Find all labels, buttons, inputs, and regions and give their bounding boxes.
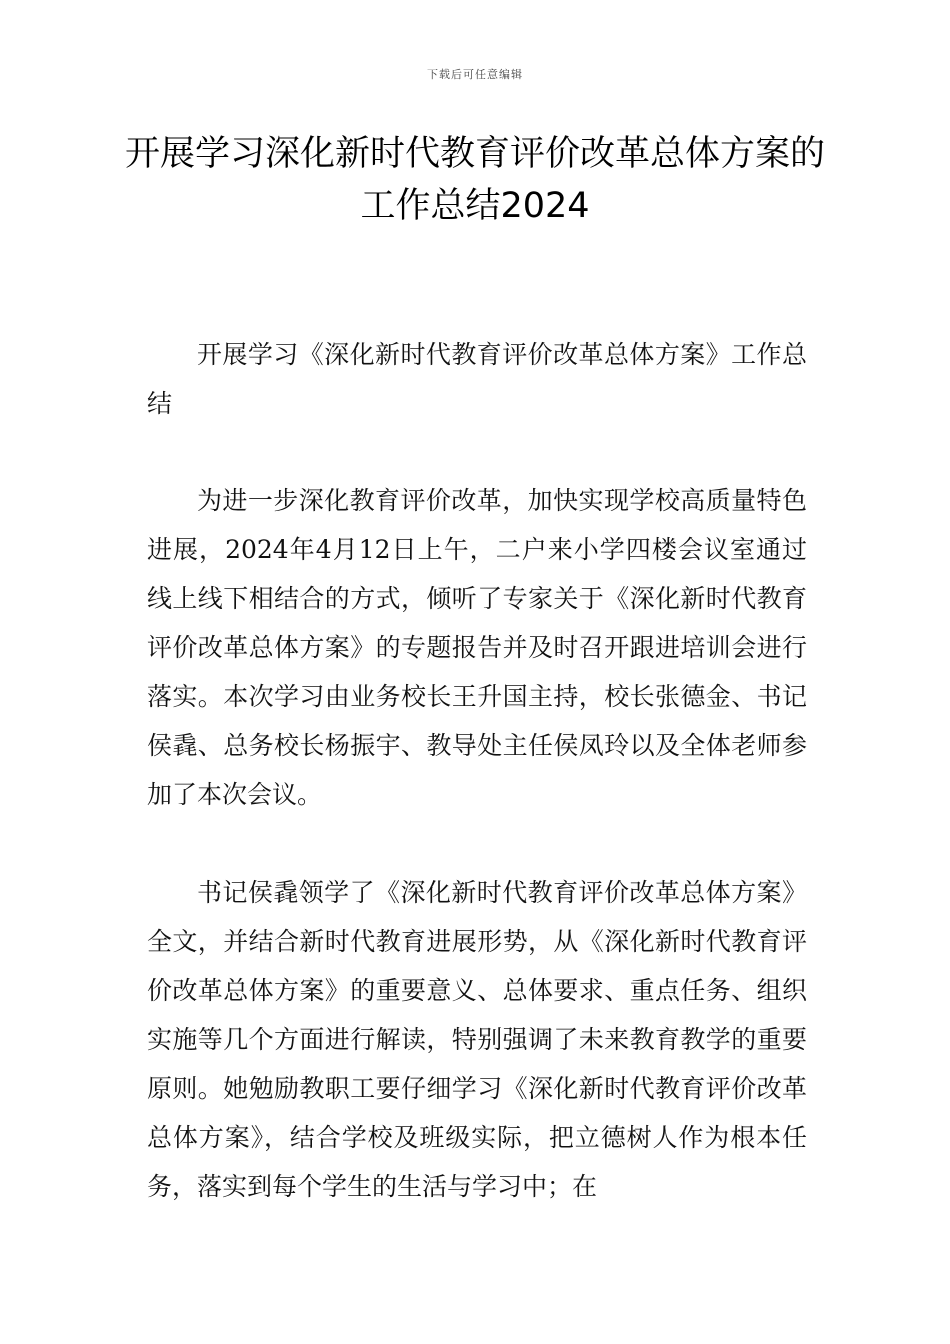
body-paragraph-1: 为进一步深化教育评价改革，加快实现学校高质量特色进展，2024年4月12日上午，二户来小学四楼会议室通过线上线下相结合的方式，倾听了专家关于《深化新时代教育评价改革总体方案》的专题报告并及时召开跟进培训会进行落实。本次学习由业务校长王升国主持，校长张德金、书记侯毳、总务校长杨振宇、教导处主任侯凤玲以及全体老师参加了本次会议。	[147, 486, 807, 809]
header-note: 下载后可任意编辑	[427, 68, 523, 81]
document-title: 开展学习深化新时代教育评价改革总体方案的工作总结2024	[124, 134, 825, 226]
body-paragraph-2: 书记侯毳领学了《深化新时代教育评价改革总体方案》全文，并结合新时代教育进展形势，从《深化新时代教育评价改革总体方案》的重要意义、总体要求、重点任务、组织实施等几个方面进行解读，特别强调了未来教育教学的重要原则。她勉励教职工要仔细学习《深化新时代教育评价改革总体方案》，结合学校及班级实际，把立德树人作为根本任务，落实到每个学生的生活与学习中；在	[147, 878, 807, 1201]
document-subtitle: 开展学习《深化新时代教育评价改革总体方案》工作总结	[147, 340, 807, 418]
